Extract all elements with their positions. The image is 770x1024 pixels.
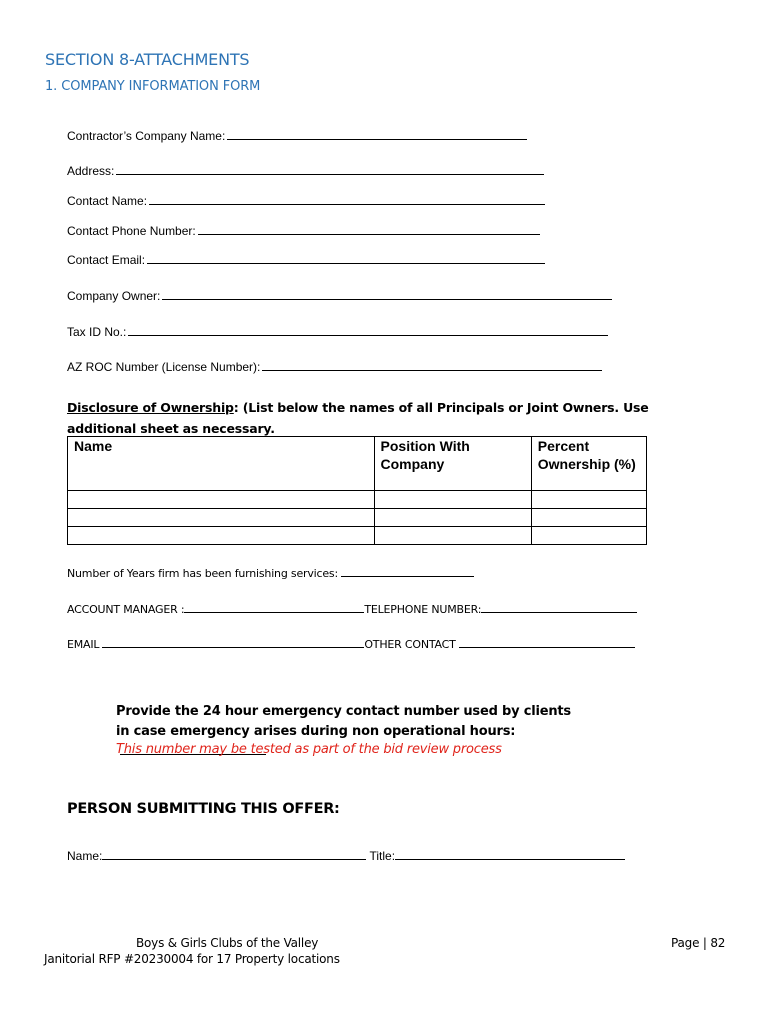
account-manager-row <box>67 603 637 616</box>
form-title: 1. COMPANY INFORMATION FORM <box>45 79 261 94</box>
years-field <box>67 567 474 580</box>
contact-phone-line[interactable] <box>198 224 540 235</box>
company-name-label: Contractor’s Company Name: <box>67 129 226 143</box>
section-title: SECTION 8-ATTACHMENTS <box>45 50 250 69</box>
ownership-table <box>67 436 647 545</box>
header-percent: Percent Ownership (%) <box>531 437 646 491</box>
ownership-table-header <box>68 437 647 491</box>
contact-phone-label: Contact Phone Number: <box>67 224 196 238</box>
address-label: Address: <box>67 164 115 178</box>
email-row <box>67 638 635 651</box>
table-row <box>68 491 647 509</box>
name-label: Name: <box>67 849 103 863</box>
disclosure-text: : (List below the names of all Principals or Joint Owners. Use additional sheet as necessary. <box>67 400 649 436</box>
company-owner-field <box>67 289 612 303</box>
emergency-note: This number may be tested as part of the bid review process <box>116 742 502 757</box>
az-roc-label: AZ ROC Number (License Number): <box>67 360 261 374</box>
years-line[interactable] <box>341 567 474 577</box>
tax-id-label: Tax ID No.: <box>67 325 127 339</box>
header-name: Name <box>68 437 375 491</box>
table-cell[interactable] <box>374 527 531 545</box>
email-line[interactable] <box>102 638 364 648</box>
table-cell[interactable] <box>374 491 531 509</box>
disclosure-label: Disclosure of Ownership <box>67 400 234 415</box>
title-line[interactable] <box>395 849 625 860</box>
footer-org: Boys & Girls Clubs of the Valley <box>136 936 319 950</box>
email-label: EMAIL <box>67 638 100 651</box>
address-field <box>67 164 544 178</box>
tax-id-field <box>67 325 608 339</box>
table-cell[interactable] <box>531 527 646 545</box>
tax-id-line[interactable] <box>128 325 608 336</box>
table-cell[interactable] <box>531 509 646 527</box>
person-submitting-heading: PERSON SUBMITTING THIS OFFER: <box>67 801 340 817</box>
company-owner-line[interactable] <box>162 289 612 300</box>
table-row <box>68 509 647 527</box>
company-name-field <box>67 129 527 143</box>
az-roc-field <box>67 360 602 374</box>
footer-rfp: Janitorial RFP #20230004 for 17 Property locations <box>44 952 340 966</box>
table-cell[interactable] <box>68 527 375 545</box>
name-line[interactable] <box>102 849 366 860</box>
company-name-line[interactable] <box>227 129 527 140</box>
table-cell[interactable] <box>531 491 646 509</box>
account-manager-line[interactable] <box>184 603 364 613</box>
footer-page-number: Page | 82 <box>671 936 726 950</box>
contact-phone-field <box>67 224 540 238</box>
other-contact-label: OTHER CONTACT <box>364 638 456 651</box>
contact-email-label: Contact Email: <box>67 253 146 267</box>
title-label: Title: <box>369 849 396 863</box>
header-position: Position With Company <box>374 437 531 491</box>
table-cell[interactable] <box>68 491 375 509</box>
company-owner-label: Company Owner: <box>67 289 161 303</box>
account-manager-label: ACCOUNT MANAGER : <box>67 603 185 616</box>
table-cell[interactable] <box>374 509 531 527</box>
contact-name-label: Contact Name: <box>67 194 148 208</box>
contact-name-line[interactable] <box>149 194 545 205</box>
telephone-line[interactable] <box>481 603 637 613</box>
table-cell[interactable] <box>68 509 375 527</box>
az-roc-line[interactable] <box>262 360 602 371</box>
contact-name-field <box>67 194 545 208</box>
disclosure-of-ownership <box>67 397 677 439</box>
telephone-label: TELEPHONE NUMBER: <box>364 603 482 616</box>
address-line[interactable] <box>116 164 544 175</box>
years-label: Number of Years firm has been furnishing services: <box>67 567 338 580</box>
other-contact-line[interactable] <box>459 638 635 648</box>
contact-email-line[interactable] <box>147 253 545 264</box>
emergency-text: Provide the 24 hour emergency contact number used by clients in case emergency arises during non operational hours: <box>116 704 571 739</box>
table-row <box>68 527 647 545</box>
name-title-row <box>67 849 625 863</box>
contact-email-field <box>67 253 545 267</box>
